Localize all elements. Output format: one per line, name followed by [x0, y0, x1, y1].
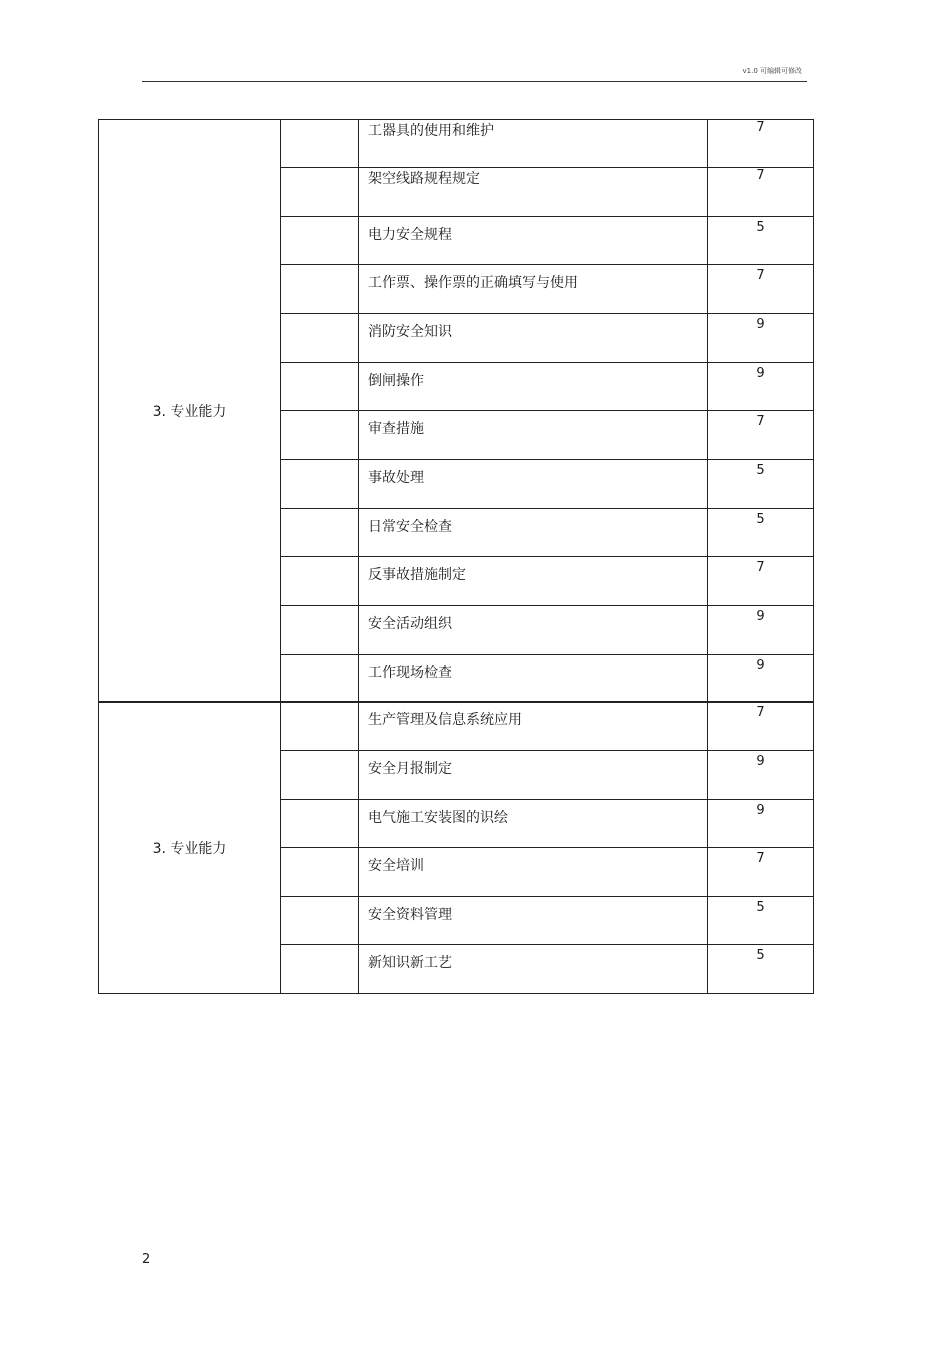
item-cell: 架空线路规程规定 [359, 168, 708, 217]
blank-cell [281, 655, 359, 703]
blank-cell [281, 460, 359, 509]
score-cell: 5 [708, 945, 814, 994]
item-cell: 倒闸操作 [359, 363, 708, 411]
competency-table-1 [98, 119, 814, 703]
score-cell: 7 [708, 265, 814, 314]
blank-cell [281, 897, 359, 945]
item-cell: 电气施工安装图的识绘 [359, 800, 708, 848]
score-cell: 9 [708, 606, 814, 655]
score-cell: 7 [708, 557, 814, 606]
item-cell: 安全月报制定 [359, 751, 708, 800]
item-cell: 安全培训 [359, 848, 708, 897]
item-cell: 工器具的使用和维护 [359, 120, 708, 168]
score-cell: 7 [708, 848, 814, 897]
item-cell: 审查措施 [359, 411, 708, 460]
score-cell: 5 [708, 897, 814, 945]
blank-cell [281, 945, 359, 994]
blank-cell [281, 217, 359, 265]
header-version-note: v1.0 可编辑可修改 [742, 67, 802, 75]
score-cell: 9 [708, 363, 814, 411]
item-cell: 消防安全知识 [359, 314, 708, 363]
score-cell: 7 [708, 411, 814, 460]
score-cell: 9 [708, 655, 814, 703]
blank-cell [281, 606, 359, 655]
blank-cell [281, 363, 359, 411]
blank-cell [281, 314, 359, 363]
score-cell: 9 [708, 314, 814, 363]
item-cell: 工作票、操作票的正确填写与使用 [359, 265, 708, 314]
blank-cell [281, 702, 359, 751]
score-cell: 7 [708, 168, 814, 217]
item-cell: 工作现场检查 [359, 655, 708, 703]
item-cell: 生产管理及信息系统应用 [359, 702, 708, 751]
score-cell: 5 [708, 509, 814, 557]
item-cell: 安全活动组织 [359, 606, 708, 655]
blank-cell [281, 168, 359, 217]
item-cell: 日常安全检查 [359, 509, 708, 557]
header-rule [142, 81, 807, 82]
score-cell: 9 [708, 800, 814, 848]
item-cell: 事故处理 [359, 460, 708, 509]
score-cell: 7 [708, 120, 814, 168]
item-cell: 电力安全规程 [359, 217, 708, 265]
score-cell: 5 [708, 217, 814, 265]
item-cell: 安全资料管理 [359, 897, 708, 945]
table-row [99, 702, 814, 751]
item-cell: 新知识新工艺 [359, 945, 708, 994]
blank-cell [281, 800, 359, 848]
competency-table-2 [98, 701, 814, 994]
score-cell: 5 [708, 460, 814, 509]
blank-cell [281, 265, 359, 314]
blank-cell [281, 120, 359, 168]
blank-cell [281, 509, 359, 557]
score-cell: 9 [708, 751, 814, 800]
blank-cell [281, 411, 359, 460]
page-number: 2 [142, 1252, 151, 1267]
table-row [99, 120, 814, 168]
item-cell: 反事故措施制定 [359, 557, 708, 606]
blank-cell [281, 848, 359, 897]
category-cell: 3. 专业能力 [99, 702, 281, 994]
blank-cell [281, 557, 359, 606]
category-cell: 3. 专业能力 [99, 120, 281, 703]
score-cell: 7 [708, 702, 814, 751]
blank-cell [281, 751, 359, 800]
